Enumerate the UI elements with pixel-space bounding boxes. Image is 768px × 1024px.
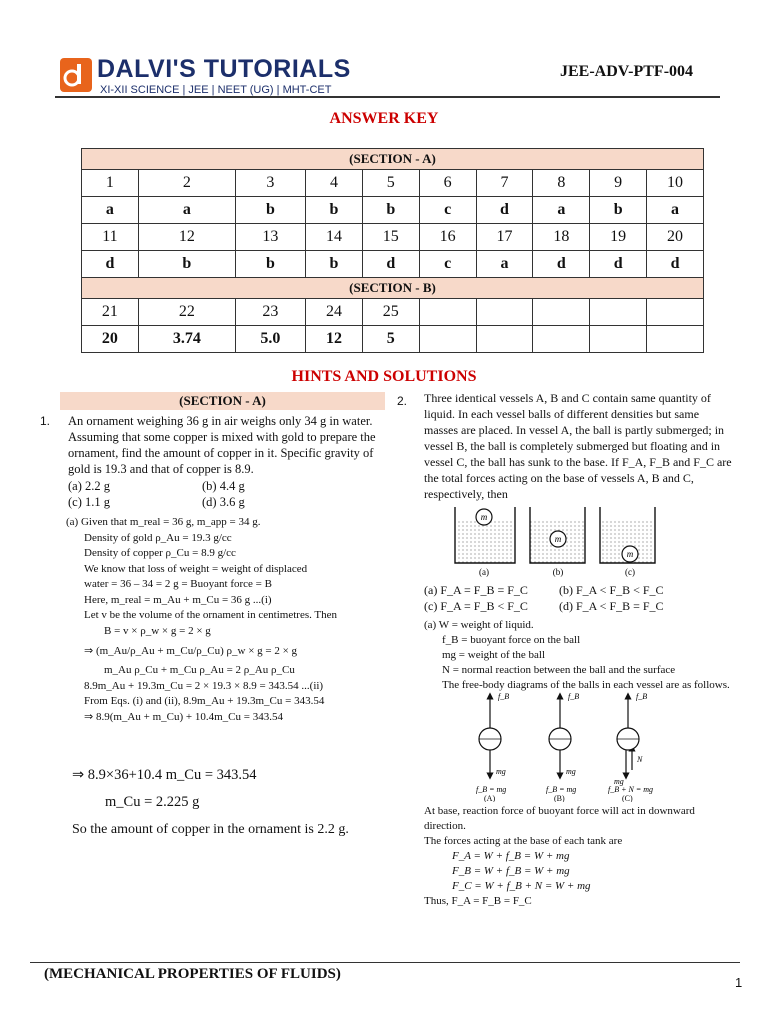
fbd-caption: (B) [554,794,565,802]
hints-title: HINTS AND SOLUTIONS [291,368,477,385]
logo-title: DALVI'S TUTORIALS [97,55,351,83]
vessel-label: (c) [625,567,635,577]
table-cell: d [476,197,533,224]
fbd-caption: f_B + N = mg [608,785,654,794]
table-cell [647,326,704,353]
q1-sol-line: B = v × ρ_w × g = 2 × g [104,624,211,637]
q2-thus: Thus, F_A = F_B = F_C [424,895,532,907]
logo-book-icon [60,58,92,92]
table-cell [419,299,476,326]
q2-equation: F_C = W + f_B + N = W + mg [452,880,591,892]
table-cell: d [647,251,704,278]
table-row [82,251,704,278]
table-cell: d [362,251,419,278]
ball-label: m [554,534,562,544]
fbd-label: N [637,755,643,764]
vessel-label: (a) [479,567,489,577]
table-row [82,299,704,326]
q1-solution [66,515,386,725]
table-cell: 5.0 [235,326,305,353]
q2-sol-line: (a) W = weight of liquid. [424,619,534,631]
table-cell [533,299,590,326]
q1-sol-line: We know that loss of weight = weight of displaced [84,562,308,575]
fbd-b [549,696,571,776]
table-cell [476,326,533,353]
page-number: 1 [735,975,743,990]
q1-option-b: (b) 4.4 g [202,479,245,493]
fbd-a [479,696,501,776]
table-row [82,170,704,197]
ball-label: m [626,549,634,559]
q2-number: 2. [397,394,408,408]
table-cell: b [306,251,363,278]
table-row [82,224,704,251]
table-cell: 22 [138,299,235,326]
q2-option-d: (d) F_A < F_B = F_C [559,599,664,613]
table-cell: 4 [306,170,363,197]
q2-sol-line: The free-body diagrams of the balls in each vessel are as follows. [442,679,730,691]
table-cell: a [138,197,235,224]
q2-equation: F_A = W + f_B = W + mg [452,850,570,862]
q1-option-d: (d) 3.6 g [202,495,245,509]
section-a-header: (SECTION - A) [82,149,704,170]
free-body-diagrams [460,690,660,802]
q1-sol-line: Here, m_real = m_Au + m_Cu = 36 g ...(i) [84,593,272,606]
q1-sol-line: water = 36 – 34 = 2 g = Buoyant force = B [84,578,272,590]
table-cell: 17 [476,224,533,251]
table-cell: 6 [419,170,476,197]
table-cell: 19 [590,224,647,251]
logo-mark [60,58,92,92]
table-cell: 7 [476,170,533,197]
section-b-header: (SECTION - B) [82,278,704,299]
fbd-label: f_B [636,692,648,701]
table-cell: 12 [306,326,363,353]
q2-option-a: (a) F_A = F_B = F_C [424,583,528,597]
q2-option-b: (b) F_A < F_B < F_C [559,583,664,597]
q1-sol-line: (a) Given that m_real = 36 g, m_app = 34 g. [66,516,261,528]
table-cell [419,326,476,353]
q2-sol-line: f_B = buoyant force on the ball [442,634,581,646]
table-cell: b [235,197,305,224]
q1-number: 1. [40,414,51,428]
table-cell: 8 [533,170,590,197]
fbd-label: mg [496,767,506,776]
fbd-caption: (C) [622,794,633,802]
q1-sol-line: ⇒ (m_Au/ρ_Au + m_Cu/ρ_Cu) ρ_w × g = 2 × g [84,645,298,657]
table-cell: 25 [362,299,419,326]
table-cell: a [476,251,533,278]
q2-end-line: direction. [424,820,466,832]
q2-text: Three identical vessels A, B and C contain same quantity of liquid. In each vessel balls of different densities but same masses are placed. In vessel A, the ball is partly submerged; in vessel B, the ball is completely submerged but floating and in vessel C, the ball has sunk to the base. If F_A, F_B and F_C are the total forces acting on the base of vessels A, B and C, respectively, then [424,391,732,501]
q2-option-c: (c) F_A = F_B < F_C [424,599,528,613]
fbd-label: f_B [498,692,510,701]
table-cell: 15 [362,224,419,251]
q1-sol-line: ⇒ 8.9(m_Au + m_Cu) + 10.4m_Cu = 343.54 [84,710,283,723]
vessels-diagram [450,505,660,577]
table-cell: 5 [362,326,419,353]
q1-sol-line: Let v be the volume of the ornament in centimetres. Then [84,609,338,621]
fbd-caption: f_B = mg [476,785,507,794]
q1-sol-line: m_Au ρ_Cu + m_Cu ρ_Au = 2 ρ_Au ρ_Cu [104,664,295,676]
q2-end-line: At base, reaction force of buoyant force will act in downward [424,805,695,817]
table-row [82,326,704,353]
paper-code: JEE-ADV-PTF-004 [560,63,694,80]
table-cell: a [647,197,704,224]
table-cell: 3.74 [138,326,235,353]
footer-divider [30,962,740,963]
answer-key-title: ANSWER KEY [329,110,439,127]
table-cell: b [362,197,419,224]
table-cell: b [590,197,647,224]
q2-sol-line: N = normal reaction between the ball and the surface [442,664,676,676]
footer-chapter: (MECHANICAL PROPERTIES OF FLUIDS) [44,966,341,982]
table-cell [533,326,590,353]
ball-label: m [480,512,488,522]
table-cell: 11 [82,224,139,251]
table-cell: c [419,251,476,278]
q1-sol-line: 8.9m_Au + 19.3m_Cu = 2 × 19.3 × 8.9 = 343.54 ...(ii) [84,679,324,692]
fbd-label: f_B [568,692,580,701]
hints-section-a: (SECTION - A) [60,392,385,410]
table-cell: 3 [235,170,305,197]
fbd-caption: f_B = mg [546,785,577,794]
table-cell: b [235,251,305,278]
table-cell: 9 [590,170,647,197]
table-cell: 1 [82,170,139,197]
table-cell: 18 [533,224,590,251]
table-cell: 10 [647,170,704,197]
table-cell: d [82,251,139,278]
fbd-caption: (A) [484,794,496,802]
table-cell: 20 [82,326,139,353]
table-cell: a [82,197,139,224]
q2-end-line: The forces acting at the base of each tank are [424,835,623,847]
table-cell: 16 [419,224,476,251]
table-cell [647,299,704,326]
answer-key-table [81,148,704,353]
table-cell: 2 [138,170,235,197]
q1-options [68,478,368,510]
q1-conclusion: So the amount of copper in the ornament is 2.2 g. [72,822,349,837]
table-cell: d [590,251,647,278]
q2-options [424,582,724,614]
logo-subtitle: XI-XII SCIENCE | JEE | NEET (UG) | MHT-CET [100,84,332,96]
table-cell: 5 [362,170,419,197]
q2-sol-line: mg = weight of the ball [442,649,546,661]
q1-text: An ornament weighing 36 g in air weighs only 34 g in water. Assuming that some copper is mixed with gold to prepare the ornament, find the amount of copper in it. Specific gravity of gold is 19.3 and that of copper is 8.9. [68,414,376,476]
table-cell [590,299,647,326]
q1-sol-line: Density of copper ρ_Cu = 8.9 g/cc [84,547,236,559]
q2-conclusion [424,804,736,909]
vessel-label: (b) [552,567,564,577]
table-cell: b [306,197,363,224]
q2-equation: F_B = W + f_B = W + mg [452,865,570,877]
table-cell: 12 [138,224,235,251]
fbd-c [617,696,639,776]
q1-option-c: (c) 1.1 g [68,495,110,509]
q1-sol-line: From Eqs. (i) and (ii), 8.9m_Au + 19.3m_Cu = 343.54 [84,695,325,707]
table-cell: 20 [647,224,704,251]
table-row [82,197,704,224]
q1-equation: ⇒ 8.9×36+10.4 m_Cu = 343.54 [72,767,257,783]
q2-solution [424,618,736,693]
table-cell [590,326,647,353]
table-cell: 14 [306,224,363,251]
table-cell: d [533,251,590,278]
q1-result: m_Cu = 2.225 g [105,794,200,810]
table-cell: c [419,197,476,224]
table-cell: 13 [235,224,305,251]
table-cell: a [533,197,590,224]
fbd-label: mg [566,767,576,776]
table-cell: 23 [235,299,305,326]
table-cell: 24 [306,299,363,326]
q1-sol-line: Density of gold ρ_Au = 19.3 g/cc [84,531,232,544]
table-cell: b [138,251,235,278]
q1-option-a: (a) 2.2 g [68,479,110,493]
fbd-label: mg [614,777,624,786]
table-cell: 21 [82,299,139,326]
table-cell [476,299,533,326]
header-divider [55,96,720,98]
